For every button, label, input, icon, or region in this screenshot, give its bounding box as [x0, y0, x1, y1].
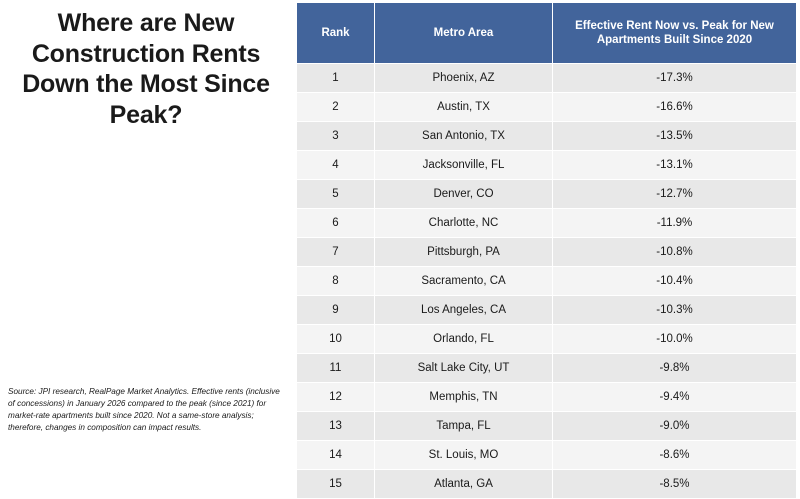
cell-effective-rent: -13.5% — [553, 122, 797, 151]
table-header-row — [297, 3, 797, 64]
page-title: Where are New Construction Rents Down the Most Since Peak? — [22, 9, 270, 129]
table-row — [297, 93, 797, 122]
cell-metro-area: Memphis, TN — [375, 383, 553, 412]
cell-rank: 1 — [297, 64, 375, 93]
rent-table-container — [296, 2, 796, 490]
cell-effective-rent: -9.0% — [553, 412, 797, 441]
cell-effective-rent: -9.4% — [553, 383, 797, 412]
cell-rank: 4 — [297, 151, 375, 180]
table-row — [297, 383, 797, 412]
cell-effective-rent: -17.3% — [553, 64, 797, 93]
cell-rank: 10 — [297, 325, 375, 354]
table-row — [297, 412, 797, 441]
cell-rank: 15 — [297, 470, 375, 499]
cell-effective-rent: -10.8% — [553, 238, 797, 267]
table-header — [297, 3, 797, 64]
cell-metro-area: Orlando, FL — [375, 325, 553, 354]
cell-rank: 11 — [297, 354, 375, 383]
cell-effective-rent: -11.9% — [553, 209, 797, 238]
cell-effective-rent: -16.6% — [553, 93, 797, 122]
cell-rank: 2 — [297, 93, 375, 122]
table-row — [297, 151, 797, 180]
table-row — [297, 325, 797, 354]
cell-effective-rent: -8.6% — [553, 441, 797, 470]
table-row — [297, 64, 797, 93]
cell-metro-area: Phoenix, AZ — [375, 64, 553, 93]
cell-effective-rent: -10.0% — [553, 325, 797, 354]
cell-rank: 14 — [297, 441, 375, 470]
column-header-metro-area: Metro Area — [375, 3, 553, 64]
cell-effective-rent: -10.3% — [553, 296, 797, 325]
cell-rank: 6 — [297, 209, 375, 238]
cell-rank: 13 — [297, 412, 375, 441]
table-row — [297, 441, 797, 470]
column-header-effective-rent: Effective Rent Now vs. Peak for New Apartments Built Since 2020 — [553, 3, 797, 64]
cell-rank: 12 — [297, 383, 375, 412]
cell-metro-area: Tampa, FL — [375, 412, 553, 441]
table-body — [297, 64, 797, 499]
table-row — [297, 180, 797, 209]
cell-rank: 5 — [297, 180, 375, 209]
cell-metro-area: Pittsburgh, PA — [375, 238, 553, 267]
table-row — [297, 296, 797, 325]
table-row — [297, 122, 797, 151]
cell-metro-area: Sacramento, CA — [375, 267, 553, 296]
source-note: Source: JPI research, RealPage Market Analytics. Effective rents (inclusive of concessions) in January 2026 compared to the peak (since 2021) for market-rate apartments built since 2020. Not a same-store analysis; therefore, changes in composition can impact results. — [8, 387, 280, 432]
cell-effective-rent: -9.8% — [553, 354, 797, 383]
cell-rank: 8 — [297, 267, 375, 296]
cell-rank: 9 — [297, 296, 375, 325]
cell-metro-area: Atlanta, GA — [375, 470, 553, 499]
rent-table — [296, 2, 797, 499]
table-row — [297, 238, 797, 267]
table-row — [297, 470, 797, 499]
cell-metro-area: St. Louis, MO — [375, 441, 553, 470]
cell-effective-rent: -12.7% — [553, 180, 797, 209]
cell-effective-rent: -8.5% — [553, 470, 797, 499]
cell-metro-area: Charlotte, NC — [375, 209, 553, 238]
column-header-rank: Rank — [297, 3, 375, 64]
cell-metro-area: Los Angeles, CA — [375, 296, 553, 325]
table-row — [297, 267, 797, 296]
table-row — [297, 209, 797, 238]
left-panel — [0, 0, 292, 451]
cell-metro-area: Denver, CO — [375, 180, 553, 209]
cell-rank: 7 — [297, 238, 375, 267]
cell-effective-rent: -13.1% — [553, 151, 797, 180]
cell-metro-area: Austin, TX — [375, 93, 553, 122]
table-row — [297, 354, 797, 383]
cell-effective-rent: -10.4% — [553, 267, 797, 296]
cell-metro-area: San Antonio, TX — [375, 122, 553, 151]
cell-metro-area: Salt Lake City, UT — [375, 354, 553, 383]
cell-rank: 3 — [297, 122, 375, 151]
cell-metro-area: Jacksonville, FL — [375, 151, 553, 180]
